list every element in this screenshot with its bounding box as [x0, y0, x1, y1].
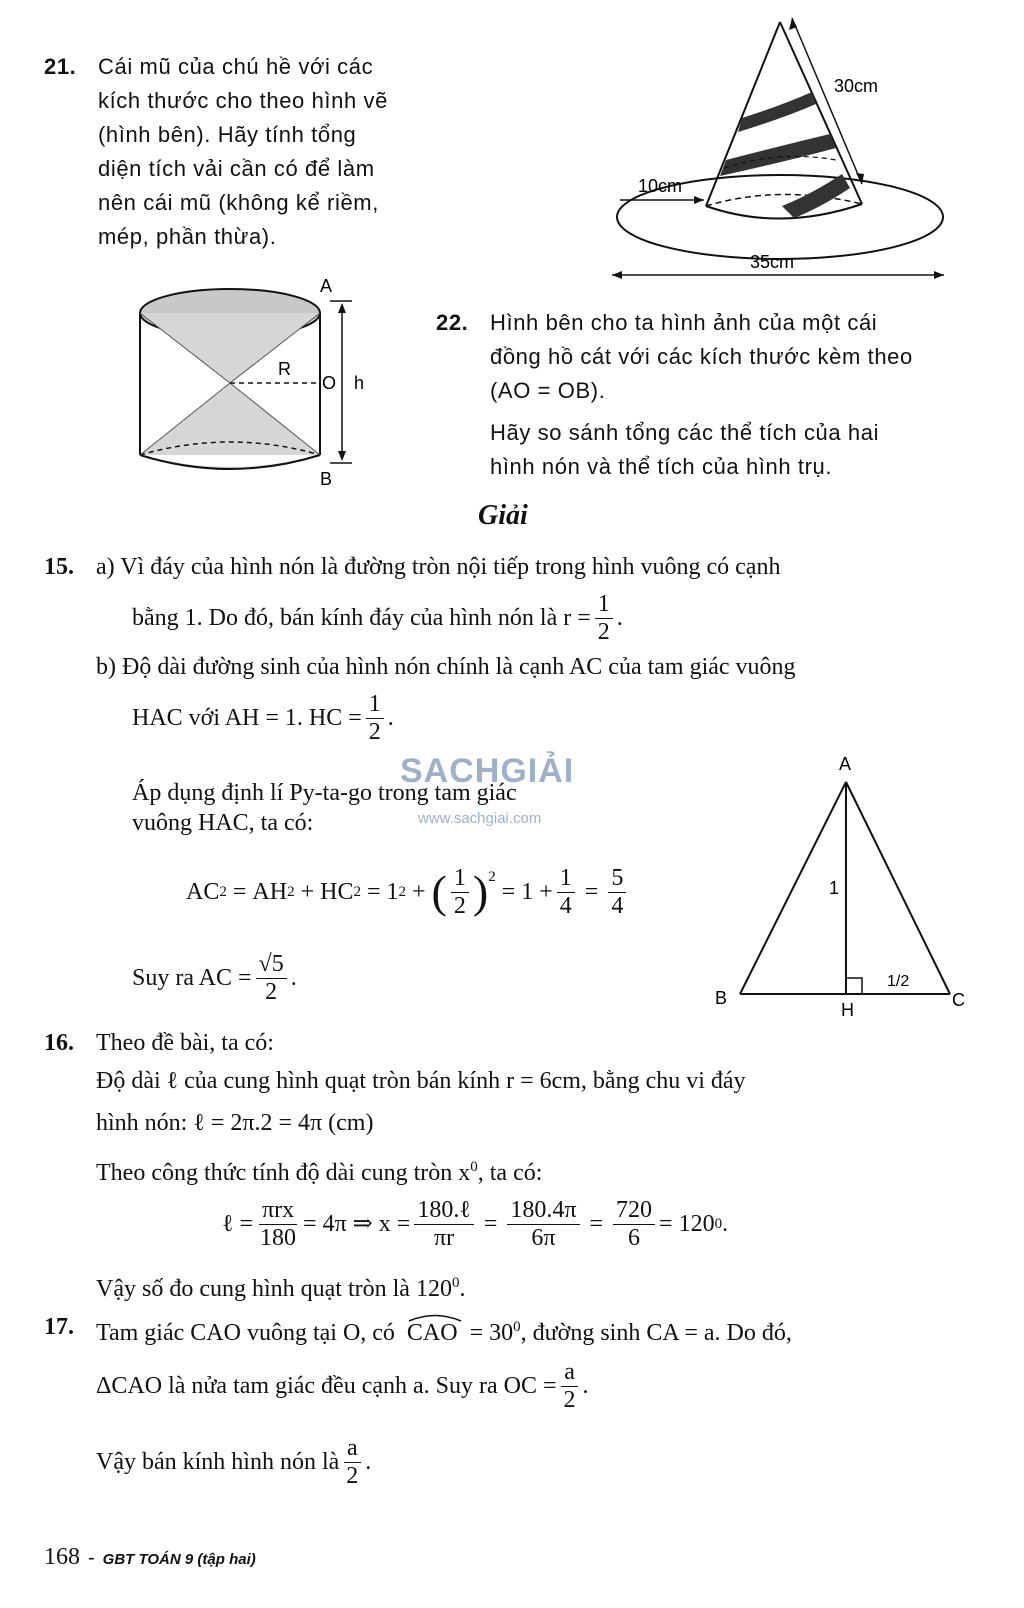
diameter-label: 35cm	[750, 252, 795, 272]
exponent: 2	[219, 884, 227, 900]
pythagoras-equation: AC 2 = AH 2 + HC 2 = 1 2 + ( $\frac{1}{2}$ ) $^2$ = 1 + $\frac{1}{4}$ = $\frac{5}{4}$	[186, 862, 630, 922]
text-fragment: Suy ra AC =	[132, 965, 252, 991]
fraction	[507, 1197, 579, 1251]
denominator: 4	[611, 892, 624, 919]
problem-22	[436, 306, 986, 484]
numerator: πrx	[259, 1197, 297, 1224]
text-fragment: , ta có:	[477, 1160, 543, 1186]
numerator: 1	[366, 691, 384, 718]
denominator: πr	[434, 1224, 455, 1251]
denominator: 2	[597, 618, 610, 645]
text-line: (hình bên). Hãy tính tổng	[98, 122, 357, 147]
fraction	[613, 1197, 655, 1251]
text-fragment: Tam giác CAO vuông tại O, có	[96, 1320, 395, 1346]
arrow-head	[612, 271, 622, 279]
top-cone	[140, 313, 320, 383]
text-line: (AO = OB).	[490, 378, 606, 403]
exponent: 0	[714, 1216, 723, 1232]
fraction	[595, 591, 613, 645]
exponent: 0	[513, 1319, 521, 1335]
exponent: 2	[353, 884, 361, 900]
numerator: 180.4π	[507, 1197, 579, 1224]
problem-number: 22.	[436, 310, 469, 335]
page-footer	[44, 1544, 256, 1571]
right-triangle-figure	[705, 750, 985, 1020]
label-B: B	[715, 988, 728, 1008]
term: = 1 +	[501, 879, 553, 905]
term: HC	[320, 879, 354, 905]
label-B: B	[320, 469, 333, 489]
clown-hat-figure	[600, 10, 960, 285]
text-line: hình nón và thể tích của hình trụ.	[490, 454, 833, 479]
text-line: vuông HAC, ta có:	[132, 810, 314, 836]
paren-left: (	[431, 866, 447, 917]
solution-number: 15.	[44, 554, 74, 580]
exponent: 2	[398, 884, 406, 900]
label-C: C	[952, 990, 965, 1010]
numerator: 5	[608, 865, 626, 892]
radius-label: 10cm	[638, 176, 683, 196]
solution-number: 16.	[44, 1030, 74, 1056]
text-line: Cái mũ của chú hề với các	[98, 54, 374, 79]
text-fragment: HAC với AH = 1. HC =	[132, 705, 362, 731]
angle-label: CAO	[406, 1320, 458, 1346]
term: AH	[252, 879, 288, 905]
solution-16	[44, 1028, 984, 1188]
text-line: Theo đề bài, ta có:	[96, 1030, 274, 1056]
text-line: Độ dài ℓ của cung hình quạt tròn bán kính r = 6cm, bằng chu vi đáy	[96, 1068, 746, 1094]
label-R: R	[278, 359, 291, 379]
fraction	[561, 1359, 579, 1413]
text-line: nên cái mũ (không kể riềm,	[98, 190, 379, 215]
term: AC	[186, 879, 220, 905]
arc-conclusion: Vậy số đo cung hình quạt tròn là $120^0$.	[96, 1275, 466, 1302]
paren-right: )	[472, 866, 489, 917]
arrow-head	[694, 196, 704, 204]
arrow-head	[934, 271, 944, 279]
fraction	[608, 865, 626, 919]
text-line: mép, phần thừa).	[98, 224, 277, 249]
cone-base-back	[706, 194, 862, 206]
denominator: 4	[559, 892, 572, 919]
problem-21	[44, 50, 444, 254]
label-A: A	[320, 276, 333, 296]
text-fragment: Theo công thức tính độ dài cung tròn x	[96, 1160, 471, 1186]
exponent: 2	[287, 884, 295, 900]
side-AC	[846, 782, 950, 994]
denominator: 2	[346, 1462, 359, 1489]
text-line: b) Độ dài đường sinh của hình nón chính là cạnh AC của tam giác vuông	[96, 654, 796, 680]
text-line: Áp dụng định lí Py-ta-go trong tam giác	[132, 780, 517, 806]
ac-result: Suy ra AC = $\frac{√5}{2}$ .	[132, 951, 297, 1005]
label-h: h	[354, 373, 365, 393]
text-line: diện tích vải cần có để làm	[98, 156, 375, 181]
footer-dash: -	[88, 1547, 95, 1569]
arrow-head	[338, 451, 346, 461]
term: ℓ =	[222, 1211, 254, 1237]
text-line: HAC với AH = 1. HC = $\frac{1}{2}$ .	[132, 691, 394, 745]
numerator: √5	[256, 951, 287, 978]
solution-number: 17.	[44, 1314, 74, 1340]
denominator: 2	[368, 718, 381, 745]
label-H: H	[841, 1000, 854, 1020]
text-line	[96, 1312, 984, 1348]
arrow-head	[338, 303, 346, 313]
text-line: hình nón: ℓ = 2π.2 = 4π (cm)	[96, 1110, 374, 1136]
text-fragment: , đường sinh CA = a. Do đó,	[520, 1320, 792, 1346]
label-HC-length: 1/2	[887, 973, 910, 990]
text-fragment: ΔCAO là nửa tam giác đều cạnh a. Suy ra OC =	[96, 1373, 557, 1399]
page-number: 168	[44, 1544, 80, 1570]
exponent: 2	[488, 869, 496, 885]
exponent: 0	[470, 1159, 478, 1175]
fraction	[557, 865, 575, 919]
text-line: Hãy so sánh tổng các thể tích của hai	[490, 420, 880, 445]
fraction	[257, 1197, 299, 1251]
problem-number: 21.	[44, 54, 77, 79]
fraction	[414, 1197, 474, 1251]
hourglass-figure	[130, 275, 380, 495]
numerator: a	[344, 1435, 361, 1462]
label-A: A	[839, 754, 852, 774]
term: = 4π ⇒ x =	[303, 1211, 411, 1237]
angle-arc	[407, 1310, 463, 1322]
text-line: Vậy bán kính hình nón là $\frac{a}{2}$ .	[96, 1435, 372, 1489]
angle-notation	[407, 1318, 458, 1348]
text-line: ΔCAO là nửa tam giác đều cạnh a. Suy ra OC = $\frac{a}{2}$ .	[96, 1359, 589, 1413]
text-fragment: bằng 1. Do đó, bán kính đáy của hình nón là r =	[132, 605, 591, 631]
text-fragment: Vậy bán kính hình nón là	[96, 1449, 340, 1475]
watermark-url: www.sachgiai.com	[418, 810, 542, 827]
bottom-cone	[140, 383, 320, 455]
fraction	[256, 951, 287, 1005]
watermark-logo: SACHGIẢI	[400, 752, 575, 790]
label-O: O	[322, 373, 337, 393]
text-line: kích thước cho theo hình vẽ	[98, 88, 388, 113]
text-line: a) Vì đáy của hình nón là đường tròn nội tiếp trong hình vuông có cạnh	[96, 554, 781, 580]
term: = 120	[659, 1211, 715, 1237]
term: 1	[386, 879, 399, 905]
numerator: 1	[557, 865, 575, 892]
text-fragment: Vậy số đo cung hình quạt tròn là 120	[96, 1276, 452, 1302]
text-line	[96, 1152, 984, 1188]
hat-stripe	[720, 134, 836, 176]
numerator: 180.ℓ	[414, 1197, 474, 1224]
solution-heading: Giải	[478, 500, 528, 531]
label-AH-length: 1	[829, 878, 840, 898]
text-fragment: = 30	[469, 1320, 514, 1346]
right-angle-mark	[846, 978, 862, 994]
solution-15	[44, 552, 984, 744]
fraction	[451, 865, 469, 919]
denominator: 2	[563, 1386, 576, 1413]
text-line: đồng hồ cát với các kích thước kèm theo	[490, 344, 913, 369]
numerator: 720	[613, 1197, 655, 1224]
fraction	[343, 1435, 361, 1489]
numerator: a	[561, 1359, 578, 1386]
denominator: 2	[453, 892, 466, 919]
denominator: 2	[265, 978, 278, 1005]
arc-equation: ℓ = $\frac{\text{πrx}}{180}$ = 4π ⇒ x = $\frac{\text{180.ℓ}}{\pi r}$ = $\frac{180.4\pi}{6\pi}$ = $\frac{720}{6}$ = 120 0 .	[222, 1197, 729, 1251]
arrow-head	[856, 173, 864, 184]
denominator: 6π	[531, 1224, 556, 1251]
slant-label: 30cm	[834, 76, 879, 96]
numerator: 1	[595, 591, 613, 618]
text-line: Hình bên cho ta hình ảnh của một cái	[490, 310, 878, 335]
text-line: bằng 1. Do đó, bán kính đáy của hình nón là r = $\frac{1}{2}$ .	[132, 591, 623, 645]
exponent: 0	[451, 1275, 460, 1291]
bottom-front-edge	[140, 455, 320, 469]
denominator: 180	[260, 1224, 297, 1251]
fraction	[366, 691, 384, 745]
book-title: GBT TOÁN 9 (tập hai)	[102, 1551, 256, 1568]
numerator: 1	[451, 865, 469, 892]
denominator: 6	[628, 1224, 641, 1251]
solution-17	[44, 1312, 984, 1490]
